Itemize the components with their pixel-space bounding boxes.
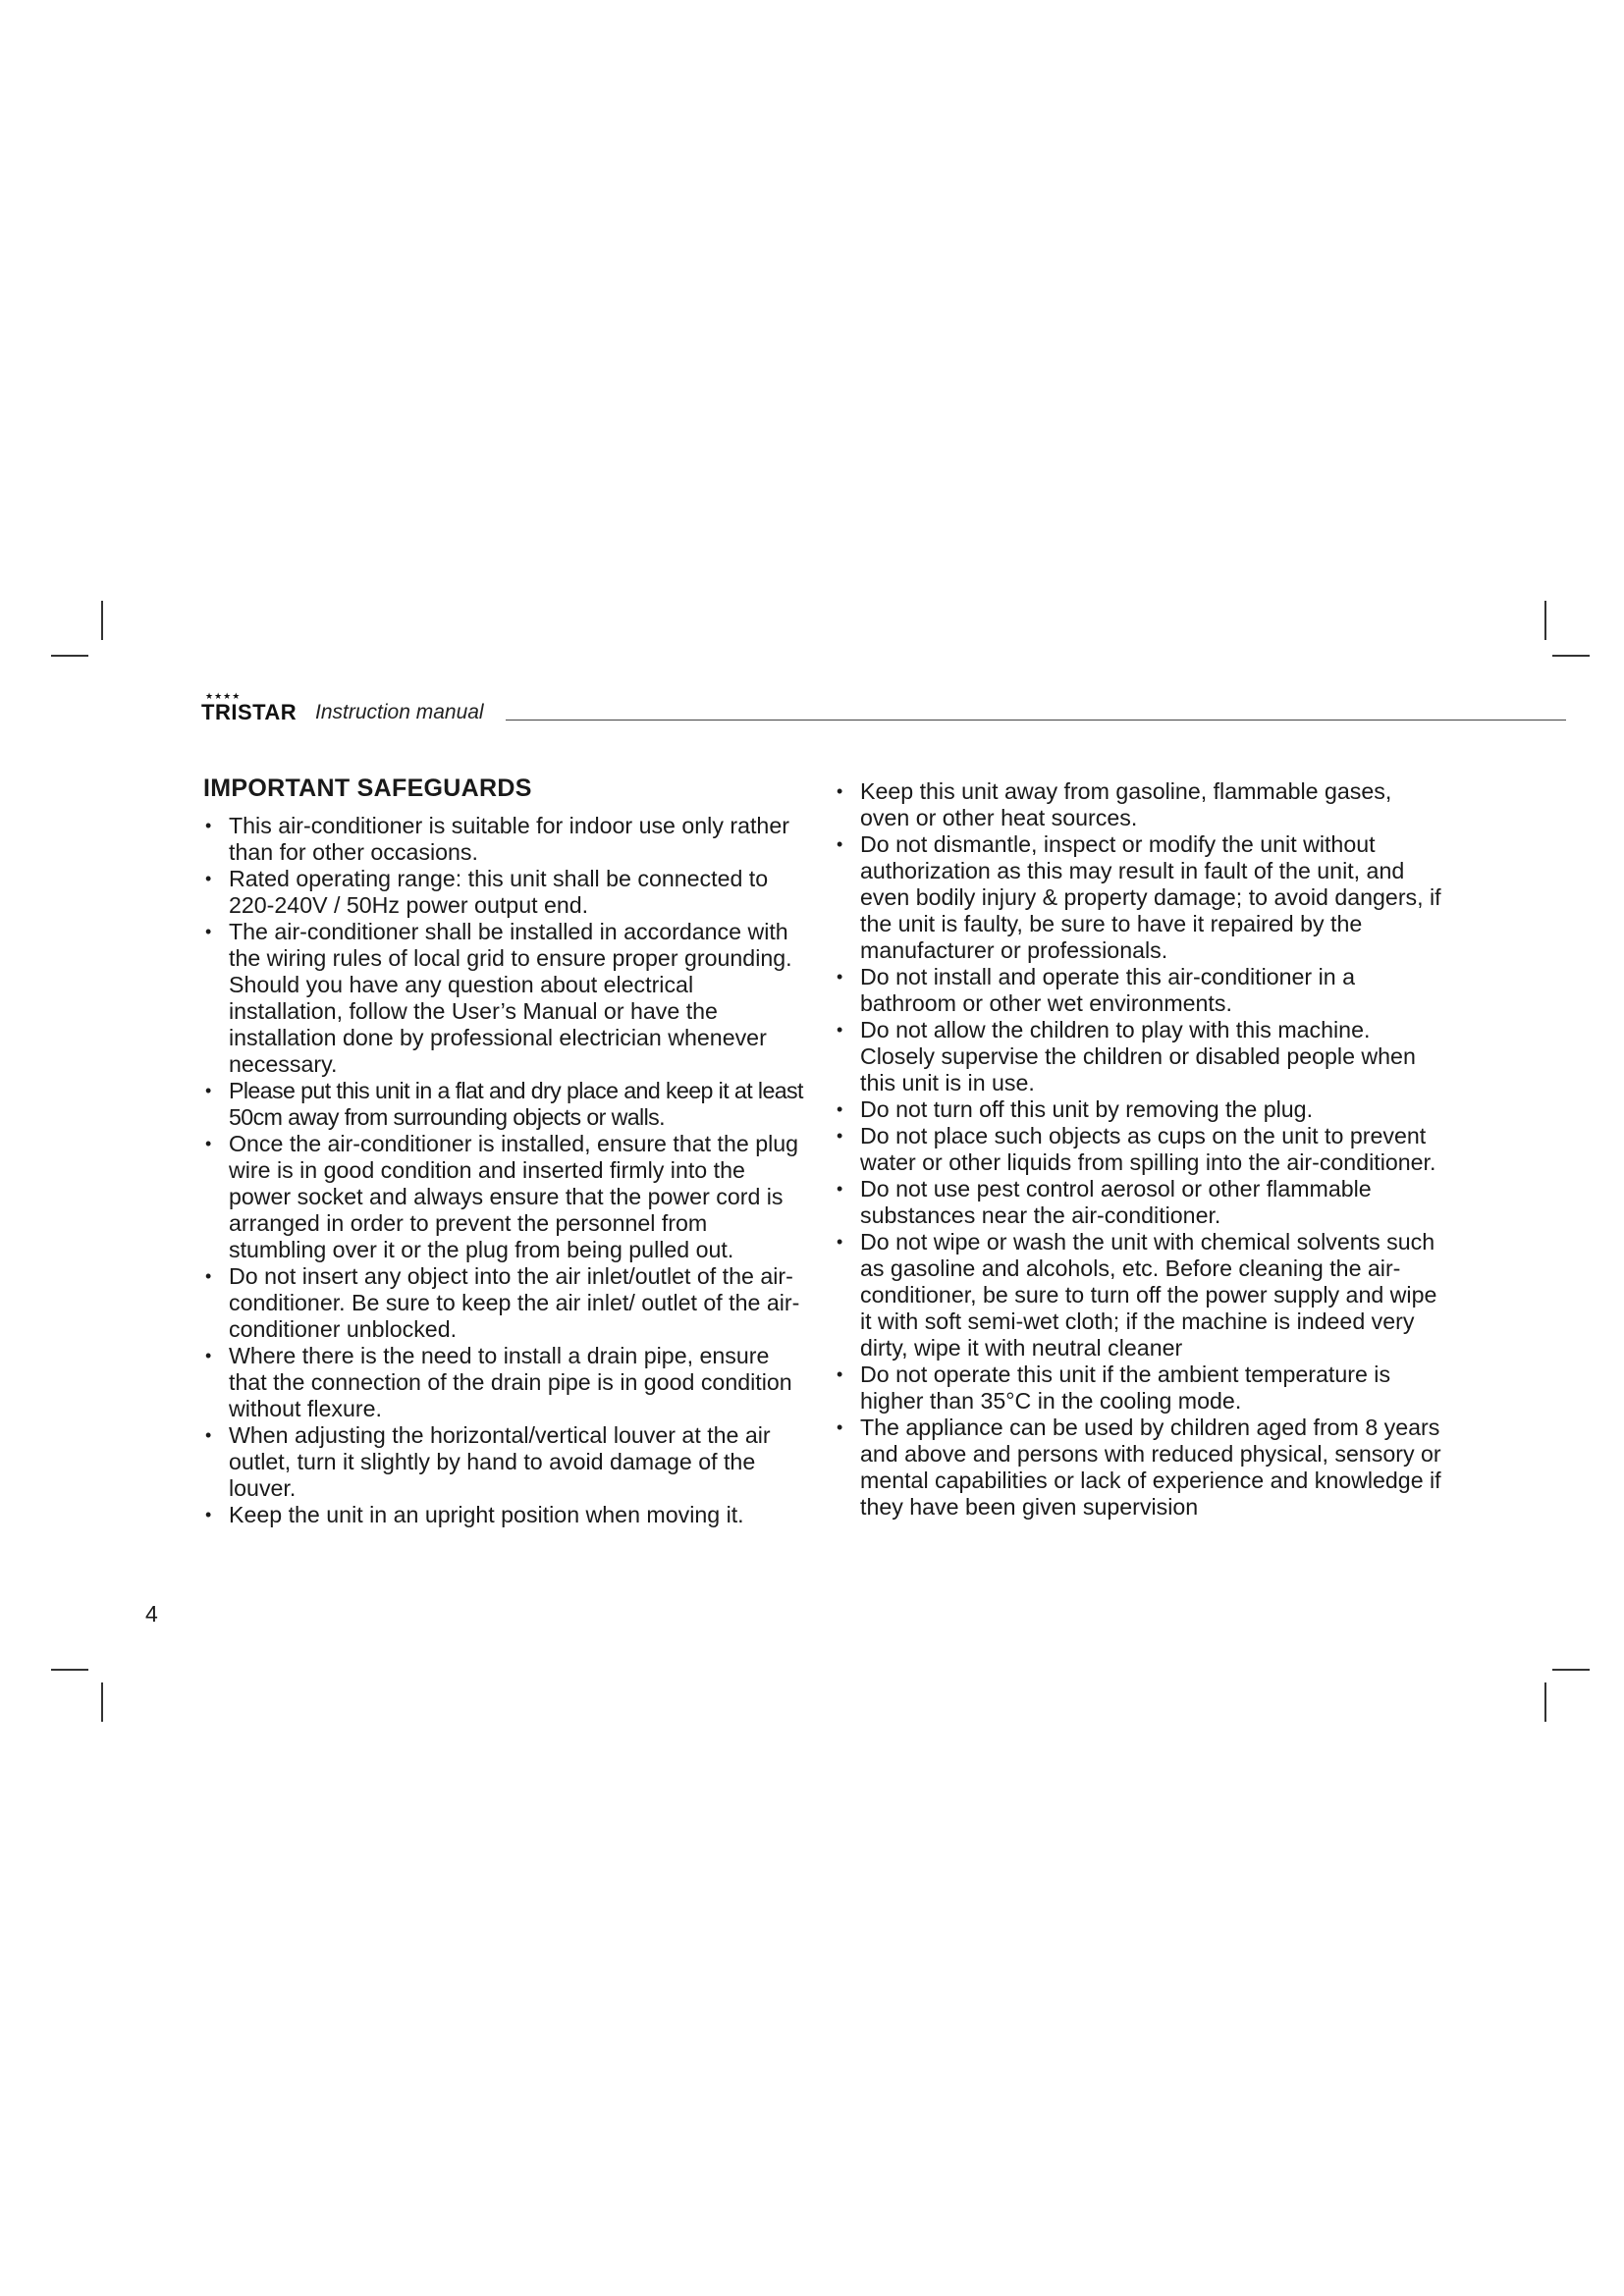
- list-item: • Do not operate this unit if the ambient temperature is higher than 35°C in the cooling mode.: [835, 1362, 1443, 1415]
- list-item: • Do not allow the children to play with this machine. Closely supervise the children or disabled people when this unit is in use.: [835, 1017, 1443, 1096]
- header-divider: [506, 720, 1566, 721]
- section-title: IMPORTANT SAFEGUARDS: [203, 774, 532, 802]
- list-item: • Do not turn off this unit by removing the plug.: [835, 1096, 1443, 1123]
- list-item: • Keep this unit away from gasoline, flammable gases, oven or other heat sources.: [835, 778, 1443, 831]
- list-item: • Do not place such objects as cups on the unit to prevent water or other liquids from spilling into the air-conditioner.: [835, 1123, 1443, 1176]
- list-item: • Keep the unit in an upright position when moving it.: [203, 1502, 804, 1528]
- crop-mark-bottom-left-vertical: [101, 1682, 103, 1722]
- crop-mark-top-right-vertical: [1544, 601, 1546, 640]
- tristar-logo: [201, 691, 309, 724]
- logo-wordmark: TRISTAR: [201, 700, 298, 724]
- page-number: 4: [145, 1601, 158, 1627]
- list-item: • Please put this unit in a flat and dry place and keep it at least 50cm away from surrounding objects or walls.: [203, 1078, 804, 1131]
- crop-mark-top-right-horizontal: [1552, 655, 1590, 657]
- list-item: • Do not insert any object into the air inlet/outlet of the air-conditioner. Be sure to keep the air inlet/ outlet of the air-conditioner unblocked.: [203, 1263, 804, 1343]
- logo-stars-icon: ★★★★: [205, 691, 242, 701]
- list-item: • The air-conditioner shall be installed in accordance with the wiring rules of local grid to ensure proper grounding. Should you have any question about electrical installation, follow the User’s Manual or have the installation done by professional electrician whenever necessary.: [203, 919, 804, 1078]
- list-item: • The appliance can be used by children aged from 8 years and above and persons with reduced physical, sensory or mental capabilities or lack of experience and knowledge if they have been given supervision: [835, 1415, 1443, 1521]
- crop-mark-top-left-vertical: [101, 601, 103, 640]
- list-item: • Do not use pest control aerosol or other flammable substances near the air-conditioner.: [835, 1176, 1443, 1229]
- list-item: • When adjusting the horizontal/vertical louver at the air outlet, turn it slightly by hand to avoid damage of the louver.: [203, 1422, 804, 1502]
- left-column: [203, 774, 804, 1528]
- right-column: [835, 778, 1443, 1521]
- list-item: • Do not wipe or wash the unit with chemical solvents such as gasoline and alcohols, etc. Before cleaning the air-conditioner, be sure to turn off the power supply and wipe it with soft semi-wet cloth; if the machine is indeed very dirty, wipe it with neutral cleaner: [835, 1229, 1443, 1362]
- crop-mark-bottom-right-horizontal: [1552, 1669, 1590, 1671]
- left-safeguards-list: [203, 813, 804, 1528]
- crop-mark-top-left-horizontal: [51, 655, 88, 657]
- list-item: • Once the air-conditioner is installed, ensure that the plug wire is in good condition and inserted firmly into the power socket and always ensure that the power cord is arranged in order to prevent the personnel from stumbling over it or the plug from being pulled out.: [203, 1131, 804, 1263]
- list-item: • Do not dismantle, inspect or modify the unit without authorization as this may result in fault of the unit, and even bodily injury & property damage; to avoid dangers, if the unit is faulty, be sure to have it repaired by the manufacturer or professionals.: [835, 831, 1443, 964]
- crop-mark-bottom-right-vertical: [1544, 1682, 1546, 1722]
- list-item: • Do not install and operate this air-conditioner in a bathroom or other wet environments.: [835, 964, 1443, 1017]
- list-item: • Where there is the need to install a drain pipe, ensure that the connection of the drain pipe is in good condition without flexure.: [203, 1343, 804, 1422]
- page-header: [201, 691, 1566, 728]
- crop-mark-bottom-left-horizontal: [51, 1669, 88, 1671]
- list-item: • Rated operating range: this unit shall be connected to 220-240V / 50Hz power output end.: [203, 866, 804, 919]
- list-item: • This air-conditioner is suitable for indoor use only rather than for other occasions.: [203, 813, 804, 866]
- right-safeguards-list: [835, 778, 1443, 1521]
- manual-label: Instruction manual: [315, 701, 484, 723]
